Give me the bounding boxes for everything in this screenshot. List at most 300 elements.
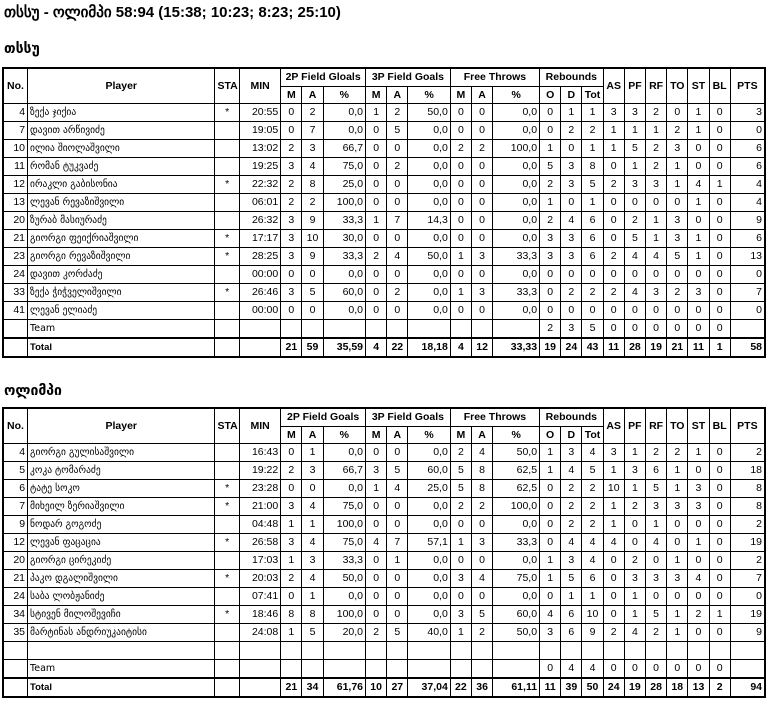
total-cell: 10 — [366, 678, 387, 697]
stat-cell: 0 — [540, 266, 561, 284]
stat-cell: 0 — [281, 588, 302, 606]
stat-cell: 2 — [471, 624, 492, 642]
stat-cell: 2 — [561, 480, 582, 498]
stat-cell: 3 — [302, 140, 323, 158]
player-name-cell: Team — [28, 660, 215, 679]
stat-cell: 3 — [540, 624, 561, 642]
table-row — [3, 552, 765, 570]
stat-cell: 4 — [540, 606, 561, 624]
stat-cell: 66,7 — [323, 140, 365, 158]
stat-cell: 1 — [688, 122, 709, 140]
stat-cell: 33,3 — [323, 248, 365, 266]
stat-cell: 0,0 — [493, 194, 540, 212]
stat-cell: 13 — [730, 248, 765, 266]
player-name-cell: Team — [28, 320, 215, 339]
stat-cell: 0 — [472, 302, 493, 320]
total-cell: 39 — [561, 678, 582, 697]
col-header-bl: BL — [709, 408, 730, 444]
stat-cell: 4 — [302, 158, 323, 176]
stat-cell: 13:02 — [239, 140, 280, 158]
stat-cell: 3 — [646, 284, 667, 302]
total-cell — [215, 678, 240, 697]
stat-cell: 0 — [540, 588, 561, 606]
stat-cell: 3 — [281, 498, 302, 516]
table-row — [3, 462, 765, 480]
team-name-home: თსსუ — [4, 41, 40, 57]
stat-cell: 9 — [302, 248, 323, 266]
stat-cell: 5 — [3, 462, 28, 480]
stat-cell: 1 — [540, 140, 561, 158]
stat-cell: 1 — [582, 140, 603, 158]
total-cell — [239, 678, 280, 697]
stat-cell: 0 — [603, 212, 624, 230]
stat-cell: 0,0 — [493, 552, 540, 570]
stat-cell: 0 — [709, 498, 730, 516]
stat-cell: 0 — [387, 266, 408, 284]
stat-cell: 0 — [450, 266, 471, 284]
stat-cell: 0 — [709, 194, 730, 212]
stat-cell: 9 — [730, 212, 765, 230]
stat-cell: 4 — [471, 570, 492, 588]
stat-cell — [302, 660, 323, 679]
player-name-cell: მარტინას ანდრიუკაიტისი — [28, 624, 215, 642]
stat-cell: 2 — [281, 462, 302, 480]
stat-cell: 0 — [450, 302, 471, 320]
stat-cell: 0 — [709, 570, 730, 588]
col-header-free-throws: Free Throws — [450, 68, 539, 87]
stat-cell — [493, 642, 540, 660]
stat-cell — [730, 660, 765, 679]
stat-cell: 2 — [603, 176, 624, 194]
stat-cell: 100,0 — [493, 498, 540, 516]
total-cell: 11 — [540, 678, 561, 697]
stat-cell: 4 — [730, 194, 765, 212]
stat-cell: 100,0 — [493, 140, 540, 158]
stat-cell: 1 — [582, 194, 603, 212]
total-row — [3, 338, 765, 357]
total-cell: 61,11 — [493, 678, 540, 697]
stat-cell: 0 — [709, 158, 730, 176]
stat-cell: 3 — [302, 552, 323, 570]
total-cell: 1 — [709, 338, 730, 357]
player-name-cell: ილია შიოლაშვილი — [28, 140, 215, 158]
stat-cell: 2 — [561, 516, 582, 534]
stat-cell: 7 — [387, 212, 408, 230]
stat-cell: 0 — [387, 588, 408, 606]
stat-cell: 2 — [281, 140, 302, 158]
stat-cell: 1 — [281, 516, 302, 534]
stat-cell: 5 — [624, 230, 645, 248]
stat-cell — [239, 320, 280, 339]
stat-cell: 0 — [582, 302, 603, 320]
stat-cell: 1 — [688, 248, 709, 266]
stat-cell: 4 — [582, 534, 603, 552]
stat-cell: 2 — [603, 248, 624, 266]
total-cell: 58 — [730, 338, 765, 357]
col-subheader-m: M — [281, 427, 302, 444]
stat-cell: 2 — [667, 444, 688, 462]
stat-cell: 4 — [471, 444, 492, 462]
stat-cell: 0 — [366, 552, 387, 570]
stat-cell: 0,0 — [323, 480, 365, 498]
stat-cell: 4 — [561, 462, 582, 480]
stat-cell — [215, 158, 240, 176]
stat-cell: 3 — [366, 462, 387, 480]
stat-cell: 0 — [450, 212, 471, 230]
team-name-away: ოლიმპი — [4, 383, 62, 399]
stat-cell: 06:01 — [239, 194, 280, 212]
stat-cell: 4 — [603, 534, 624, 552]
stat-cell: 0 — [730, 302, 765, 320]
stat-cell: 1 — [540, 552, 561, 570]
total-cell: 2 — [709, 678, 730, 697]
total-cell — [3, 338, 28, 357]
stat-cell: 3 — [561, 158, 582, 176]
stat-cell: 0,0 — [408, 498, 450, 516]
total-label: Total — [28, 678, 215, 697]
stat-cell: 6 — [561, 624, 582, 642]
stat-cell: 2 — [561, 122, 582, 140]
stat-cell: 00:00 — [239, 302, 280, 320]
col-header-to: TO — [667, 68, 688, 104]
total-cell: 12 — [472, 338, 493, 357]
total-cell — [3, 678, 28, 697]
player-name-cell: ლევან რევაზიშვილი — [28, 194, 215, 212]
stat-cell: 1 — [667, 624, 688, 642]
col-subheader-pct: % — [408, 87, 450, 104]
stat-cell: 0 — [450, 230, 471, 248]
stat-cell: 0 — [281, 122, 302, 140]
table-row — [3, 266, 765, 284]
stat-cell: 0 — [603, 230, 624, 248]
stat-cell: 5 — [302, 624, 323, 642]
stat-cell: 1 — [667, 176, 688, 194]
stat-cell: 21:00 — [239, 498, 280, 516]
stat-cell: 100,0 — [323, 606, 365, 624]
table-row — [3, 570, 765, 588]
stat-cell: 0 — [709, 212, 730, 230]
stat-cell: 0 — [450, 176, 471, 194]
stat-cell: 7 — [3, 498, 28, 516]
stat-cell: 1 — [450, 284, 471, 302]
stat-cell: 100,0 — [323, 516, 365, 534]
stat-cell: 14,3 — [408, 212, 450, 230]
stat-cell: 75,0 — [493, 570, 540, 588]
player-name-cell: ლევან ფაცაცია — [28, 534, 215, 552]
stat-cell: 5 — [302, 284, 323, 302]
stat-cell: 1 — [624, 158, 645, 176]
stat-cell: 12 — [3, 534, 28, 552]
stat-cell: 0 — [387, 516, 408, 534]
stat-cell: 0 — [450, 122, 471, 140]
stat-cell: 0 — [540, 516, 561, 534]
stat-cell: 0 — [624, 516, 645, 534]
stat-cell: 0 — [688, 516, 709, 534]
player-name-cell: გიორგი ფეიქრიაშვილი — [28, 230, 215, 248]
stat-cell — [645, 642, 666, 660]
stat-cell — [450, 660, 471, 679]
stat-cell — [540, 642, 561, 660]
stat-cell: 0 — [688, 302, 709, 320]
stat-cell: 26:32 — [239, 212, 280, 230]
total-cell: 13 — [688, 678, 709, 697]
stat-cell: 4 — [582, 444, 603, 462]
stat-cell: 0 — [472, 104, 493, 122]
stat-cell: 2 — [387, 284, 408, 302]
col-subheader-pct: % — [323, 427, 365, 444]
stat-cell — [215, 516, 240, 534]
stat-cell: 0 — [387, 302, 408, 320]
stat-cell: 1 — [667, 158, 688, 176]
stat-cell: 2 — [645, 624, 666, 642]
stat-cell: 1 — [688, 104, 709, 122]
stat-cell: 0,0 — [323, 266, 365, 284]
stat-cell: 6 — [645, 462, 666, 480]
stat-cell: 5 — [387, 624, 408, 642]
stat-cell: 0 — [667, 302, 688, 320]
stat-cell: 0 — [472, 122, 493, 140]
stat-cell: 1 — [624, 122, 645, 140]
stat-cell: 60,0 — [493, 606, 540, 624]
stat-cell — [215, 122, 240, 140]
stat-cell: 6 — [582, 570, 603, 588]
stat-cell: 10 — [3, 140, 28, 158]
stat-cell: 0,0 — [408, 552, 450, 570]
col-subheader-a: A — [387, 427, 408, 444]
stat-cell: 0,0 — [408, 444, 450, 462]
stat-cell: 8 — [302, 606, 323, 624]
stat-cell: 17:03 — [239, 552, 280, 570]
stat-cell: 0 — [472, 158, 493, 176]
stat-cell: 2 — [646, 158, 667, 176]
stat-cell: 0 — [366, 516, 387, 534]
stat-cell: 2 — [561, 498, 582, 516]
stat-cell: 2 — [450, 140, 471, 158]
player-name-cell: დავით კორძაძე — [28, 266, 215, 284]
stat-cell: 0 — [709, 320, 730, 339]
stat-cell: * — [215, 480, 240, 498]
stat-cell: 5 — [624, 140, 645, 158]
stat-cell: 0 — [471, 588, 492, 606]
stat-cell: 0 — [387, 570, 408, 588]
stat-cell: 1 — [387, 552, 408, 570]
stat-cell: 19:05 — [239, 122, 280, 140]
stat-cell: 0,0 — [493, 588, 540, 606]
stat-cell: 1 — [688, 534, 709, 552]
stat-cell: 0 — [366, 606, 387, 624]
stat-cell: 3 — [281, 230, 302, 248]
player-name-cell: ზექა ჭიჭველიშვილი — [28, 284, 215, 302]
stat-cell: 62,5 — [493, 480, 540, 498]
stat-cell: 1 — [667, 462, 688, 480]
stat-cell: 26:58 — [239, 534, 280, 552]
player-name-cell: ნოდარ გოგოძე — [28, 516, 215, 534]
stat-cell: 0 — [646, 266, 667, 284]
stat-cell: 0 — [450, 194, 471, 212]
stat-cell: 1 — [302, 588, 323, 606]
col-header-st: ST — [688, 408, 709, 444]
stat-cell: 8 — [471, 480, 492, 498]
stat-cell: 1 — [603, 122, 624, 140]
total-cell: 24 — [603, 678, 624, 697]
stat-cell: 4 — [561, 534, 582, 552]
stat-cell: 0 — [540, 660, 561, 679]
stat-cell: 13 — [3, 194, 28, 212]
stat-cell: 4 — [561, 660, 582, 679]
total-cell: 19 — [624, 678, 645, 697]
stat-cell: 66,7 — [323, 462, 365, 480]
total-cell: 19 — [540, 338, 561, 357]
stat-cell — [450, 642, 471, 660]
table-row — [3, 660, 765, 679]
stat-cell: 2 — [646, 104, 667, 122]
stat-cell: 0 — [603, 606, 624, 624]
stat-cell: 1 — [540, 444, 561, 462]
col-header-rf: RF — [646, 68, 667, 104]
stat-cell: 0 — [281, 444, 302, 462]
stat-cell — [582, 642, 603, 660]
stat-cell: 2 — [302, 194, 323, 212]
stat-cell: 34 — [3, 606, 28, 624]
stat-cell: 2 — [540, 176, 561, 194]
stat-cell: 2 — [450, 444, 471, 462]
stat-cell: 0 — [624, 266, 645, 284]
total-cell: 59 — [302, 338, 323, 357]
stat-cell: 19 — [730, 534, 765, 552]
table-row — [3, 230, 765, 248]
stat-cell — [3, 642, 28, 660]
stat-cell: 4 — [624, 624, 645, 642]
stat-cell — [493, 660, 540, 679]
stat-cell: 0 — [624, 660, 645, 679]
stat-cell: 2 — [624, 212, 645, 230]
stat-cell: 0 — [688, 266, 709, 284]
stat-cell — [471, 642, 492, 660]
stat-cell: 2 — [730, 516, 765, 534]
stat-cell: 0 — [730, 122, 765, 140]
stat-cell: 3 — [561, 552, 582, 570]
stat-cell: 10 — [302, 230, 323, 248]
game-title: თსსუ - ოლიმპი 58:94 (15:38; 10:23; 8:23; 25:10) — [4, 4, 341, 21]
total-cell: 19 — [646, 338, 667, 357]
stat-cell: 4 — [561, 212, 582, 230]
stat-cell: 2 — [624, 498, 645, 516]
col-subheader-m: M — [450, 87, 471, 104]
stat-cell: 6 — [3, 480, 28, 498]
stat-cell: 4 — [645, 534, 666, 552]
stat-cell: 7 — [730, 570, 765, 588]
stat-cell: 0 — [603, 302, 624, 320]
stat-cell: 1 — [709, 606, 730, 624]
col-subheader-tot: Tot — [582, 87, 603, 104]
stat-cell — [730, 642, 765, 660]
stat-cell: 4 — [688, 570, 709, 588]
stat-cell: 4 — [387, 248, 408, 266]
stat-cell: 21 — [3, 230, 28, 248]
stat-cell: 19 — [730, 606, 765, 624]
stat-cell: 0 — [450, 104, 471, 122]
stat-cell: 0 — [688, 624, 709, 642]
stat-cell: 1 — [540, 570, 561, 588]
stat-cell: 2 — [387, 104, 408, 122]
stat-cell: 2 — [366, 624, 387, 642]
stat-cell: 3 — [450, 570, 471, 588]
stat-cell: 0,0 — [323, 588, 365, 606]
stat-cell: 0 — [471, 552, 492, 570]
stat-cell: 0 — [667, 516, 688, 534]
stat-cell: 0,0 — [408, 158, 450, 176]
stat-cell: 0 — [709, 122, 730, 140]
col-subheader-pct: % — [493, 87, 540, 104]
stat-cell: 2 — [582, 516, 603, 534]
stat-cell: 4 — [730, 176, 765, 194]
stat-cell: 40,0 — [408, 624, 450, 642]
stat-cell: 0 — [688, 660, 709, 679]
stat-cell: 1 — [281, 552, 302, 570]
player-name-cell: დავით არწივიძე — [28, 122, 215, 140]
stat-cell: 1 — [540, 462, 561, 480]
stat-cell: 3 — [281, 212, 302, 230]
stat-cell: 75,0 — [323, 158, 365, 176]
stat-cell: 0 — [366, 284, 387, 302]
stat-cell: 0 — [645, 660, 666, 679]
stat-cell: 0 — [730, 588, 765, 606]
stat-cell: 3 — [603, 104, 624, 122]
stat-cell: * — [215, 104, 240, 122]
stat-cell: 1 — [366, 104, 387, 122]
stat-cell — [561, 642, 582, 660]
stat-cell: 17:17 — [239, 230, 280, 248]
stat-cell: 4 — [582, 660, 603, 679]
stat-cell: 1 — [561, 104, 582, 122]
total-row — [3, 678, 765, 697]
col-subheader-a: A — [302, 87, 323, 104]
stat-cell: 0 — [450, 158, 471, 176]
stat-cell: 0,0 — [408, 570, 450, 588]
stat-cell: 24:08 — [239, 624, 280, 642]
stat-cell: 0 — [709, 480, 730, 498]
stat-cell: 0 — [302, 302, 323, 320]
stat-cell: 0 — [366, 266, 387, 284]
col-header-as: AS — [603, 408, 624, 444]
col-subheader-pct: % — [408, 427, 450, 444]
total-cell: 27 — [387, 678, 408, 697]
stat-cell: 0 — [709, 588, 730, 606]
col-header-no: No. — [3, 68, 28, 104]
col-subheader-a: A — [472, 87, 493, 104]
stat-cell — [366, 320, 387, 339]
stat-cell: 0 — [730, 266, 765, 284]
stat-cell: 0,0 — [493, 122, 540, 140]
stat-cell: 9 — [730, 624, 765, 642]
stat-cell: 19:25 — [239, 158, 280, 176]
stat-cell: 6 — [730, 230, 765, 248]
stat-cell: 0 — [645, 552, 666, 570]
col-header-player: Player — [28, 68, 215, 104]
stat-cell: 0 — [709, 552, 730, 570]
stat-cell: 4 — [688, 176, 709, 194]
stat-cell: 0 — [688, 158, 709, 176]
player-name-cell: მიხეილ ზერიაშვილი — [28, 498, 215, 516]
stat-cell: 0 — [366, 570, 387, 588]
stat-cell: 0 — [709, 624, 730, 642]
col-subheader-m: M — [366, 87, 387, 104]
stat-cell: 0 — [472, 176, 493, 194]
stat-cell: 5 — [540, 158, 561, 176]
stat-cell — [215, 588, 240, 606]
stat-cell — [215, 266, 240, 284]
stat-cell: 0 — [624, 194, 645, 212]
